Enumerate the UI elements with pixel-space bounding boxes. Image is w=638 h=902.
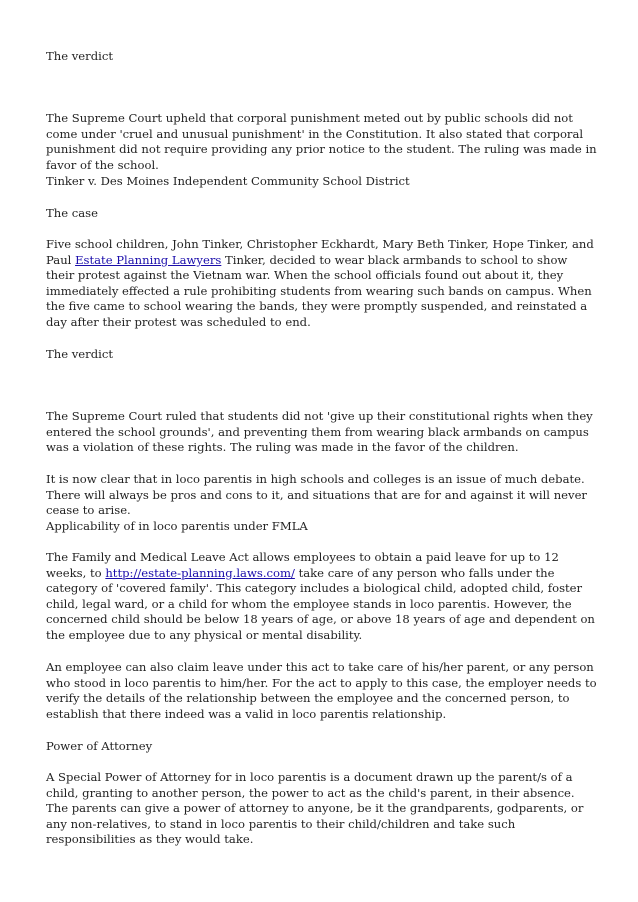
heading-verdict-1: The verdict [46,49,113,63]
heading-power-of-attorney: Power of Attorney [46,739,153,753]
case-text-after-link: Tinker, decided to wear black armbands to school to show their protest against the Vietnam war. When the school officials found out about it, they immediately effected a rule prohibiting students from wearing such bands on campus. When the five came to school wearing the bands, they were promptly suspended, and reinstated a day after their protest was scheduled to end. [46,252,592,329]
estate-planning-url-link[interactable]: http://estate-planning.laws.com/ [105,565,295,580]
verdict-paragraph-1: The Supreme Court upheld that corporal punishment meted out by public schools did not come under 'cruel and unusual punishment' in the Constitution. It also stated that corporal punishment did not require providing any prior notice to the student. The ruling was made in favor of the school. [46,111,597,172]
heading-fmla: Applicability of in loco parentis under FMLA [46,519,308,533]
fmla-paragraph [46,550,598,644]
estate-planning-lawyers-link[interactable]: Estate Planning Lawyers [75,252,222,267]
case-paragraph [46,237,598,331]
debate-paragraph: It is now clear that in loco parentis in high schools and colleges is an issue of much debate. There will always be pros and cons to it, and situations that are for and against it will never cease to arise. [46,472,587,518]
heading-verdict-2: The verdict [46,347,113,361]
employee-paragraph: An employee can also claim leave under this act to take care of his/her parent, or any person who stood in loco parentis to him/her. For the act to apply to this case, the employer needs to verify the details of the relationship between the employee and the concerned person, to establish that there indeed was a valid in loco parentis relationship. [46,660,597,721]
heading-case: The case [46,206,98,220]
fmla-text-before-link: The Family and Medical Leave Act allows employees to obtain a paid leave for up to 12 weeks, to [46,550,559,580]
power-of-attorney-paragraph: A Special Power of Attorney for in loco parentis is a document drawn up the parent/s of a child, granting to another person, the power to act as the child's parent, in their absence. The parents can give a power of attorney to anyone, be it the grandparents, godparents, or any non-relatives, to stand in loco parentis to their child/children and take such responsibilities as they would take. [46,770,584,847]
case-title-tinker: Tinker v. Des Moines Independent Community School District [46,174,410,188]
case-text-before-link: Five school children, John Tinker, Christopher Eckhardt, Mary Beth Tinker, Hope Tinker, and Paul [46,237,594,267]
fmla-text-after-link: take care of any person who falls under the category of 'covered family'. This category includes a biological child, adopted child, foster child, legal ward, or a child for whom the employee stands in loco parentis. However, the concerned child should be below 18 years of age, or above 18 years of age and dependent on the employee due to any physical or mental disability. [46,565,595,642]
verdict-paragraph-2: The Supreme Court ruled that students did not 'give up their constitutional rights when they entered the school grounds', and preventing them from wearing black armbands on campus was a violation of these rights. The ruling was made in the favor of the children. [46,409,593,455]
